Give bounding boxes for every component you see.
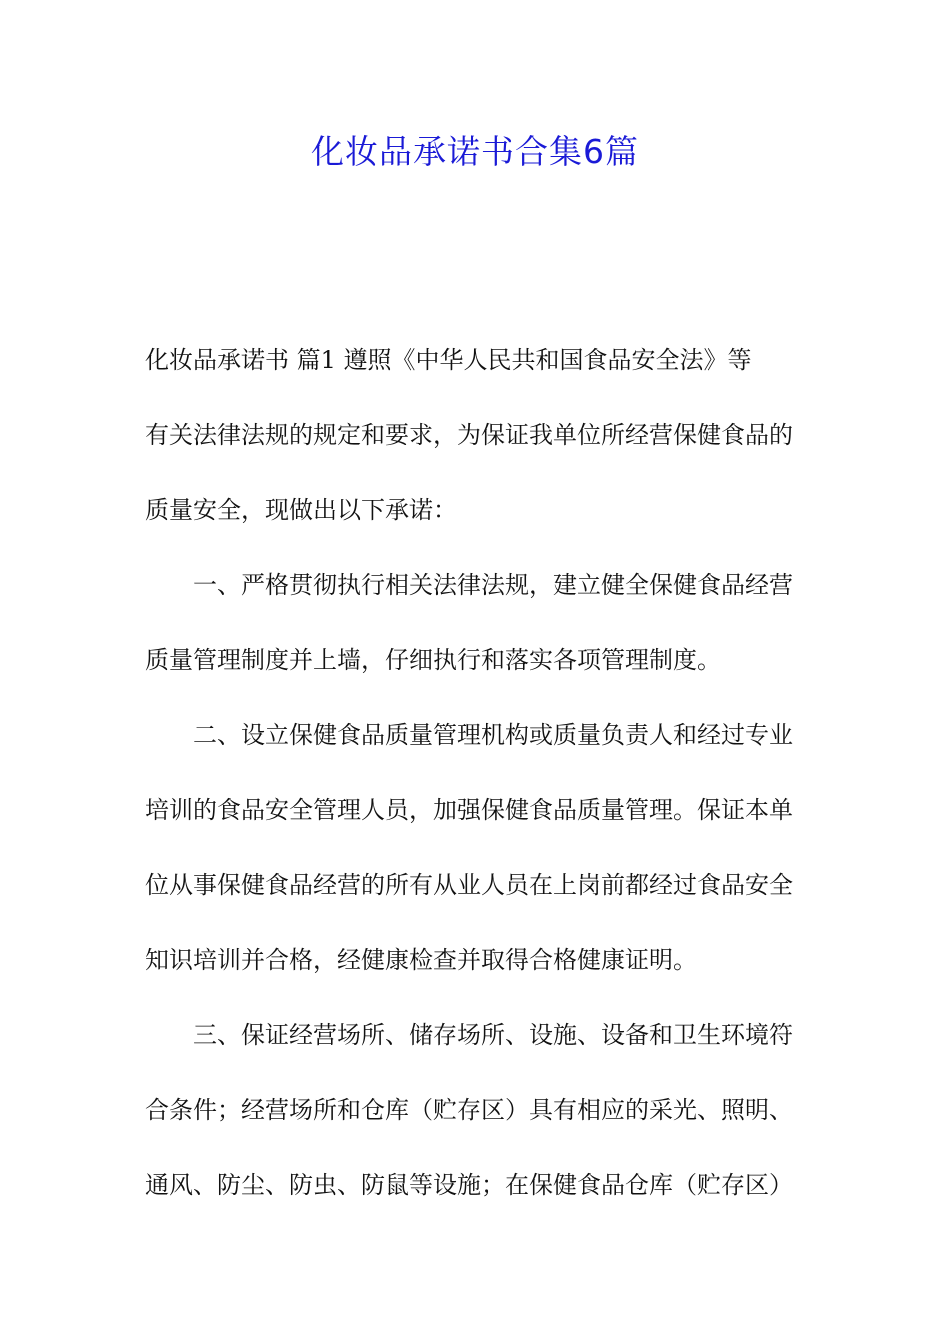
body-line-8: 位从事保健食品经营的所有从业人员在上岗前都经过食品安全 xyxy=(145,871,793,899)
body-line-10: 三、保证经营场所、储存场所、设施、设备和卫生环境符 xyxy=(193,1021,793,1049)
body-line-3: 质量安全，现做出以下承诺： xyxy=(145,496,457,524)
body-line-2: 有关法律法规的规定和要求，为保证我单位所经营保健食品的 xyxy=(145,421,793,449)
body-line-6: 二、设立保健食品质量管理机构或质量负责人和经过专业 xyxy=(193,721,793,749)
body-line-7: 培训的食品安全管理人员，加强保健食品质量管理。保证本单 xyxy=(145,796,793,824)
body-line-4: 一、严格贯彻执行相关法律法规，建立健全保健食品经营 xyxy=(193,571,793,599)
body-line-9: 知识培训并合格，经健康检查并取得合格健康证明。 xyxy=(145,946,697,974)
body-line-11: 合条件；经营场所和仓库（贮存区）具有相应的采光、照明、 xyxy=(145,1096,793,1124)
body-line-5: 质量管理制度并上墙，仔细执行和落实各项管理制度。 xyxy=(145,646,721,674)
body-line-1: 化妆品承诺书 篇1 遵照《中华人民共和国食品安全法》等 xyxy=(145,346,752,374)
document-title: 化妆品承诺书合集6篇 xyxy=(311,132,639,171)
body-line-12: 通风、防尘、防虫、防鼠等设施；在保健食品仓库（贮存区） xyxy=(145,1171,793,1199)
